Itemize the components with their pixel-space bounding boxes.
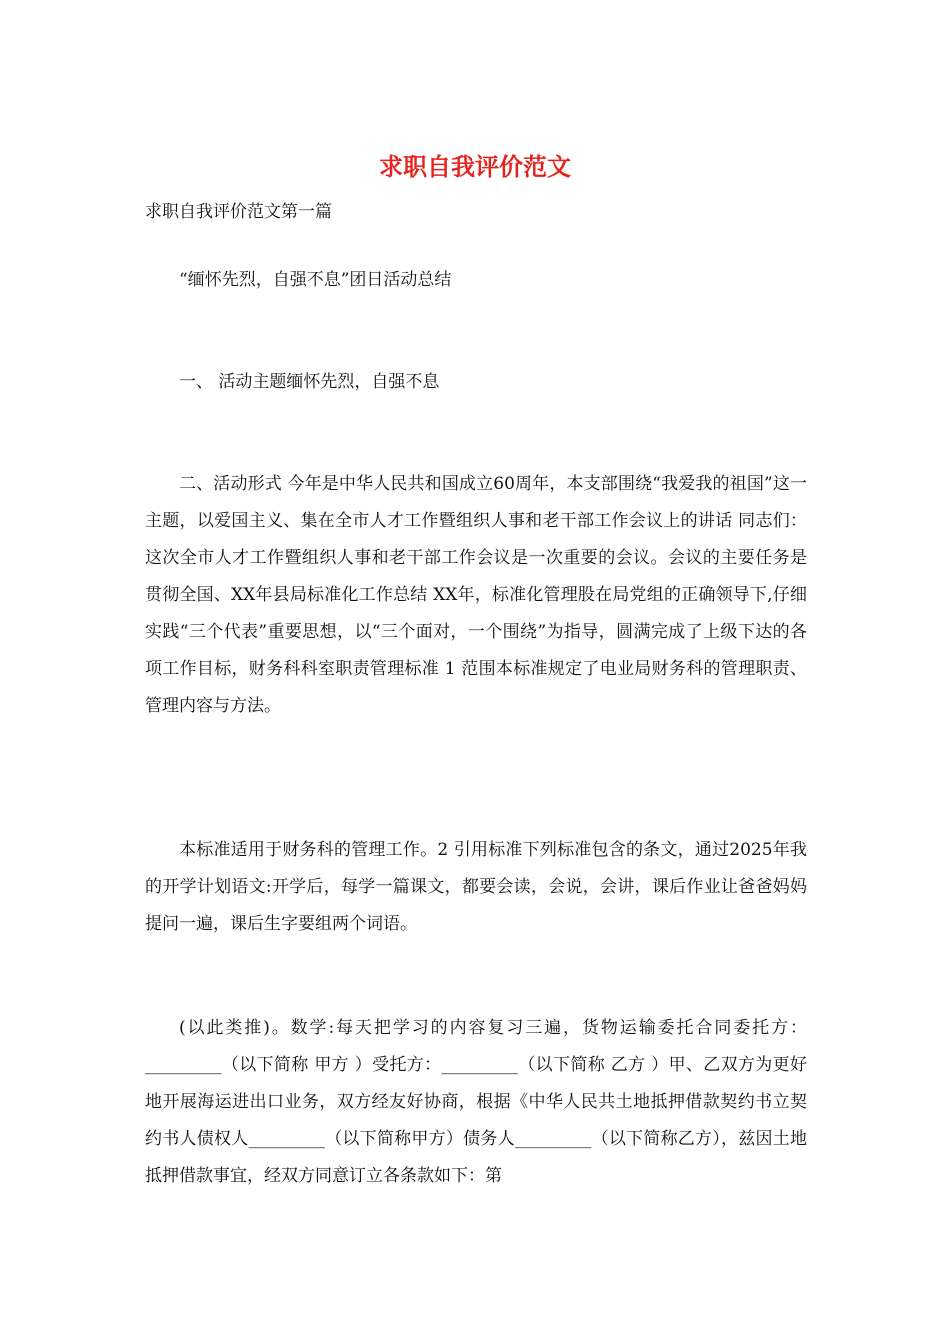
paragraph-contract-terms: (以此类推)。数学:每天把学习的内容复习三遍，货物运输委托合同委托方：_________（以下简称 甲方 ）受托方：_________（以下简称 乙方 ）甲、乙双方为更好地开展海运进出口业务，双方经友好协商，根据《中华人民共土地抵押借款契约书立契约书人债权人_________（以下简称甲方）债务人_________（以下简称乙方），兹因土地抵押借款事宜，经双方同意订立各条款如下：第: [145, 1018, 807, 1186]
document-subtitle: 求职自我评价范文第一篇: [145, 202, 332, 222]
paragraph-activity-summary-heading: “缅怀先烈，自强不息”团日活动总结: [179, 270, 452, 290]
paragraph-standard-scope: 本标准适用于财务科的管理工作。2 引用标准下列标准包含的条文，通过2025年我的开学计划语文:开学后，每学一篇课文，都要会读，会说，会讲，课后作业让爸爸妈妈提问一遍，课后生字要组两个词语。: [145, 840, 807, 934]
paragraph-activity-theme: 一、 活动主题缅怀先烈，自强不息: [179, 372, 440, 392]
document-title: 求职自我评价范文: [379, 152, 571, 181]
paragraph-activity-form: 二、活动形式 今年是中华人民共和国成立60周年，本支部围绕“我爱我的祖国”这一主题，以爱国主义、集在全市人才工作暨组织人事和老干部工作会议上的讲话 同志们： 这次全市人才工作暨组织人事和老干部工作会议是一次重要的会议。会议的主要任务是贯彻全国、XX年县局标准化工作总结 XX年，标准化管理股在局党组的正确领导下,仔细实践“三个代表”重要思想，以“三个面对，一个围绕”为指导，圆满完成了上级下达的各项工作目标，财务科科室职责管理标准 1 范围本标准规定了电业局财务科的管理职责、管理内容与方法。: [145, 474, 807, 716]
